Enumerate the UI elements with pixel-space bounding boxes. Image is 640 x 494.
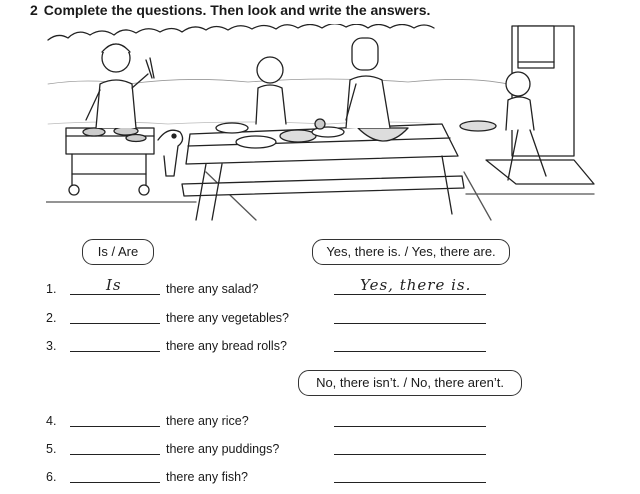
question-text: there any salad?	[166, 282, 259, 296]
exercise-title	[30, 2, 430, 18]
question-text: there any fish?	[166, 470, 248, 484]
verb-options-box: Is / Are	[82, 239, 154, 265]
answer-blank[interactable]	[70, 337, 160, 352]
reply-blank[interactable]	[334, 309, 486, 324]
answer-blank[interactable]	[70, 412, 160, 427]
picnic-table	[182, 124, 464, 220]
handwritten-answer: Is	[106, 276, 122, 294]
barbecue-grill	[66, 127, 154, 195]
exercise-number: 2	[30, 2, 38, 18]
house-step	[486, 160, 594, 184]
dad-with-salad	[346, 38, 390, 128]
question-number: 1.	[46, 282, 57, 296]
question-number: 3.	[46, 339, 57, 353]
boy-at-table	[256, 57, 286, 124]
dog	[158, 130, 183, 176]
question-number: 2.	[46, 311, 57, 325]
bushes	[48, 24, 434, 40]
reply-blank[interactable]	[334, 412, 486, 427]
question-number: 4.	[46, 414, 57, 428]
reply-blank[interactable]	[334, 337, 486, 352]
question-text: there any bread rolls?	[166, 339, 287, 353]
exercise-instruction: Complete the questions. Then look and write the answers.	[43, 2, 431, 18]
reply-blank[interactable]	[334, 468, 486, 483]
negative-answers-box: No, there isn’t. / No, there aren’t.	[298, 370, 522, 396]
handwritten-reply: Yes, there is.	[360, 276, 472, 294]
positive-answers-box: Yes, there is. / Yes, there are.	[312, 239, 510, 265]
answer-blank[interactable]	[70, 440, 160, 455]
question-text: there any puddings?	[166, 442, 280, 456]
barbecue-illustration	[46, 24, 606, 224]
man-at-grill	[86, 44, 154, 128]
answer-blank[interactable]	[70, 468, 160, 483]
question-text: there any vegetables?	[166, 311, 290, 325]
reply-blank[interactable]	[334, 440, 486, 455]
question-text: there any rice?	[166, 414, 249, 428]
question-number: 6.	[46, 470, 57, 484]
question-number: 5.	[46, 442, 57, 456]
answer-blank[interactable]	[70, 309, 160, 324]
